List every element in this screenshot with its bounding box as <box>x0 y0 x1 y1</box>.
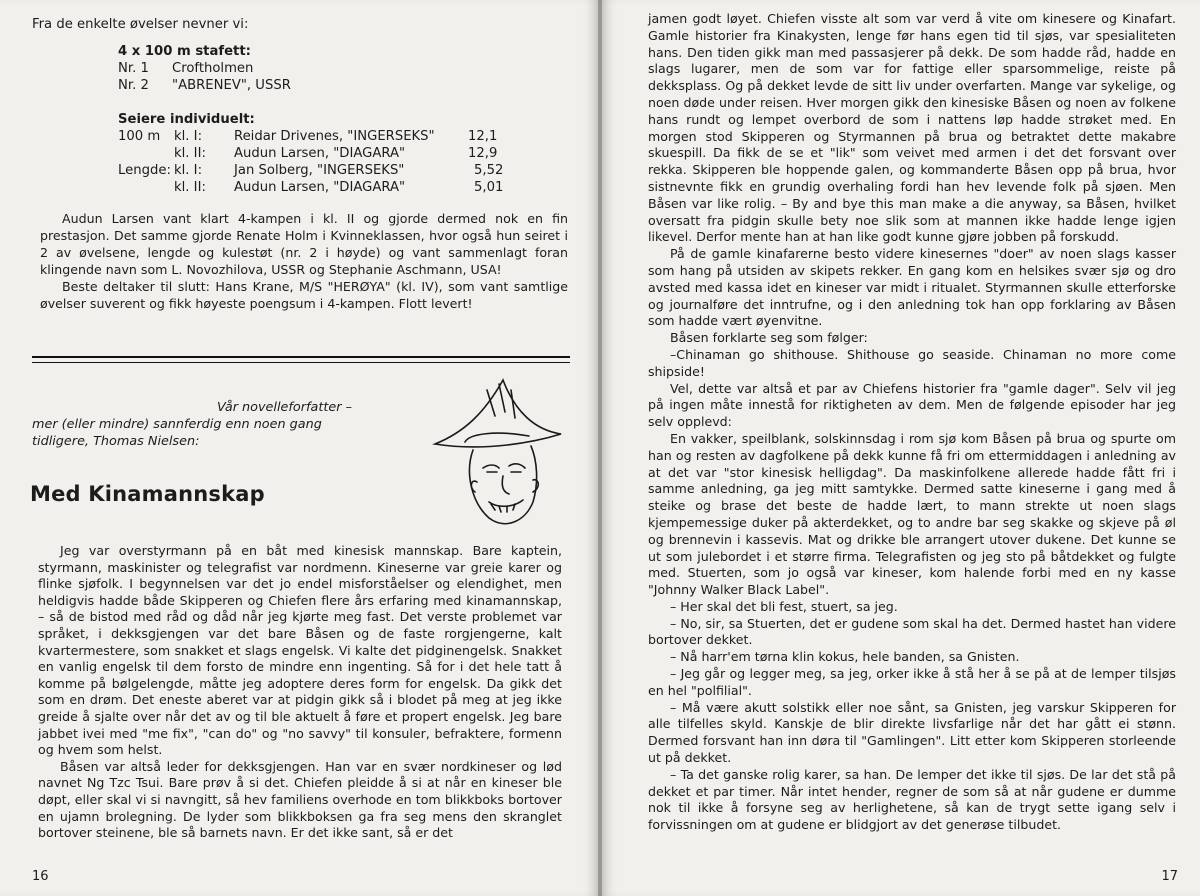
relay-heading <box>118 44 578 61</box>
byline-line-2: mer (eller mindre) sannferdig enn noen gang <box>32 417 322 432</box>
result-class: kl. I: <box>174 163 203 178</box>
result-row <box>118 129 578 146</box>
result-row <box>118 163 578 180</box>
individual-results <box>118 112 578 197</box>
result-event: 100 m <box>118 129 161 144</box>
report-paragraph: Beste deltaker til slutt: Hans Krane, M/S "HERØYA" (kl. IV), som vant samtlige øvelser suverent og fikk høyeste poengsum i 4-kampen. Flott levert! <box>40 279 568 311</box>
left-page <box>0 0 598 896</box>
result-class: kl. II: <box>174 146 206 161</box>
result-event: Lengde: <box>118 163 171 178</box>
section-divider <box>32 356 570 358</box>
right-page <box>602 0 1200 896</box>
result-name: Audun Larsen, "DIAGARA" <box>234 146 406 161</box>
result-row <box>118 146 578 163</box>
relay-row <box>118 78 578 95</box>
story-paragraph: – No, sir, sa Stuerten, det er gudene som skal ha det. Dermed hastet han videre bortover dekket. <box>648 615 1176 648</box>
story-paragraph: En vakker, speilblank, solskinnsdag i rom sjø kom Båsen på brua og spurte om han og resten av dagfolkene på dekk kunne få fri om ettermiddagen i anledning av at det var "stor kinesisk helligdag". Da maskinfolkene allerede hadde fått fri i samme anledning, ga jeg mitt samtykke. Dermed satte kineserne i gang med å steike og brase det beste de hadde lært, to mann strekte ut noen slags kjempemessige duker på akterdekket, og to andre bar seg skakke og skjeve på øl og brennevin i kassevis. Mat og drikke ble arrangert utover dukene. Det kunne se ut som julebordet i et større firma. Telegrafisten og jeg sto på båtdekket og fulgte med. Stuerten, som jo også var kineser, kom halende forbi med en ny kasse "Johnny Walker Black Label". <box>648 430 1176 598</box>
byline-line-3: tidligere, Thomas Nielsen: <box>32 434 200 449</box>
result-value: 5,01 <box>474 180 504 195</box>
story-paragraph: – Nå harr'em tørna klin kokus, hele banden, sa Gnisten. <box>670 649 1020 665</box>
result-name: Audun Larsen, "DIAGARA" <box>234 180 406 195</box>
relay-place: Nr. 1 <box>118 61 149 76</box>
result-row <box>118 180 578 197</box>
story-paragraph: Jeg var overstyrmann på en båt med kinesisk mannskap. Bare kaptein, styrmann, maskinister og telegrafist var nordmenn. Kineserne var greie karer og flinke sjøfolk. I begynnelsen var det jo endel misforståelser og elendighet, men heldigvis hadde både Skipperen og Chiefen flere års erfaring med kinamannskap, – så de bistod med råd og dåd når jeg kjørte meg fast. Det verste problemet var språket, i dekksgjengen var det bare Båsen og de faste rorgjengerne, kalt kvartermestere, som snakket et slags engelsk. Vi kalte det pidginengelsk. Snakket en vanlig engelsk til dem forsto de mindre enn ingenting. Så for i det hele tatt å komme på bølgelengde, måtte jeg adoptere deres form for engelsk. Da gikk det som en drøm. Det eneste aberet var at pidgin gikk så i blodet på meg at jeg ikke greide å sjalte over når det av og til ble aktuelt å føre et propert engelsk. Jeg bare jabbet ivei med "me fix", "can do" og "no savvy" til konsuler, befraktere, formenn og hvem som helst. <box>38 543 562 758</box>
story-continuation <box>648 11 1176 834</box>
section-divider-thin <box>32 362 570 363</box>
result-value: 12,9 <box>468 146 498 161</box>
intro-line: Fra de enkelte øvelser nevner vi: <box>32 17 249 32</box>
relay-results <box>118 44 578 95</box>
relay-team: "ABRENEV", USSR <box>172 78 291 93</box>
relay-row <box>118 61 578 78</box>
story-paragraph: – Jeg går og legger meg, sa jeg, orker ikke å stå her å se på at de lemper tilsjøs en hel "polfilial". <box>648 666 1176 698</box>
story-paragraph: –Chinaman go shithouse. Shithouse go seaside. Chinaman no more come shipside! <box>648 346 1176 379</box>
page-number-right: 17 <box>1161 869 1178 884</box>
relay-team: Croftholmen <box>172 61 254 76</box>
story-paragraph: – Her skal det bli fest, stuert, sa jeg. <box>670 598 898 614</box>
relay-heading-text: 4 x 100 m stafett: <box>118 44 251 59</box>
story-paragraph: jamen godt løyet. Chiefen visste alt som var verd å vite om kinesere og Kinafart. Gamle historier fra Kinakysten, lenge før hans egen tid til sjøs, var spesialiteten hans. Den tiden gikk man med passasjerer på dekk. De som hadde råd, hadde en slags lugarer, men de som var for fattige eller sparsommelige, reiste på dekksplass. Og på dekket levde de sitt liv under overfarten. Mange var sykelige, og noen døde under reisen. Hver morgen gikk den kinesiske Båsen og noen av folkene hans rundt og lempet overbord de som i nattens løp hadde strøket med. En morgen stod Skipperen og Styrmannen på brua og betraktet dette makabre skuespill. Da fikk de se et "lik" som veivet med armen i det det forsvant over rekka. Skipperen ble hoppende galen, og kommanderte Båsen opp på brua, hvor sistnevnte fikk en grundig overhaling fordi han hev levende folk på sjøen. Men Båsen var like rolig. – By and bye this man make a die anyway, sa Båsen, hvilket oversatt fra pidgin skulle bety noe slik som at mannen ikke hadde lenge igjen likevel. Derfor mente han at han like godt kunne gjøre jobben på forskudd. <box>648 11 1176 245</box>
story-paragraph: På de gamle kinafarerne besto videre kinesernes "doer" av noen slags kasser som hang på utsiden av skipets rekker. En gang kom en helsikes svær sjø og dro avsted med kassa idet en kineser var midt i ritualet. Styrmannen skulle etterforske og journalføre det inntrufne, og i den anledning tok han opp forklaring av Båsen som hadde vært øyenvitne. <box>648 246 1176 329</box>
story-paragraph: Båsen var altså leder for dekksgjengen. Han var en svær nordkineser og lød navnet Ng Tzc Tsui. Bare prøv å si det. Chiefen pleidde å si at når en kineser ble døpt, eller skal vi si navngitt, så hev familiens overhode en tom blikkboks bortover en ujamn brolegning. De lyder som blikkboksen ga fra seg mens den skranglet bortover steinene, ble så barnets navn. Er det ikke sant, så er det <box>38 758 562 841</box>
result-name: Reidar Drivenes, "INGERSEKS" <box>234 129 435 144</box>
story-body <box>38 543 562 842</box>
story-paragraph: – Må være akutt solstikk eller noe sånt, sa Gnisten, jeg varskur Skipperen for alle tilfelles skyld. Kanskje de blir direkte livsfarlige når det har gått ei stønn. Dermed forsvant han inn døra til "Gamlingen". Litt etter kom Skipperen storleende ut på dekket. <box>648 699 1176 766</box>
result-class: kl. I: <box>174 129 203 144</box>
story-title: Med Kinamannskap <box>30 482 265 506</box>
story-paragraph: – Ta det ganske rolig karer, sa han. De lemper det ikke til sjøs. De lar det stå på dekket et par timer. Når intet hender, regner de som så at når gudene er dumme nok til ikke å forsyne seg av herlighetene, så kan de trygt sette igang selv i forvissningen om at gudene er blidgjort av det generøse tilbudet. <box>648 766 1176 833</box>
result-value: 12,1 <box>468 129 498 144</box>
byline-line-1: Vår novelleforfatter – <box>216 400 352 415</box>
report-paragraph: Audun Larsen vant klart 4-kampen i kl. II og gjorde dermed nok en fin prestasjon. Det samme gjorde Renate Holm i Kvinneklassen, hvor også hun seiret i 2 av øvelsene, lengde og kulestøt (nr. 2 i høyde) og vant sammenlagt foran klingende navn som L. Novozhilova, USSR og Stephanie Aschmann, USA! <box>40 211 568 277</box>
relay-place: Nr. 2 <box>118 78 149 93</box>
sports-report <box>40 210 568 312</box>
story-paragraph: Vel, dette var altså et par av Chiefens historier fra "gamle dager". Selv vil jeg på ingen måte innestå for riktigheten av dem. Men de følgende episoder har jeg selv opplevd: <box>648 380 1176 430</box>
page-number-left: 16 <box>32 869 49 884</box>
individual-heading <box>118 112 578 129</box>
story-paragraph: Båsen forklarte seg som følger: <box>670 330 868 346</box>
author-sketch-illustration <box>425 372 565 542</box>
individual-heading-text: Seiere individuelt: <box>118 112 255 127</box>
result-value: 5,52 <box>474 163 504 178</box>
result-name: Jan Solberg, "INGERSEKS" <box>234 163 405 178</box>
result-class: kl. II: <box>174 180 206 195</box>
